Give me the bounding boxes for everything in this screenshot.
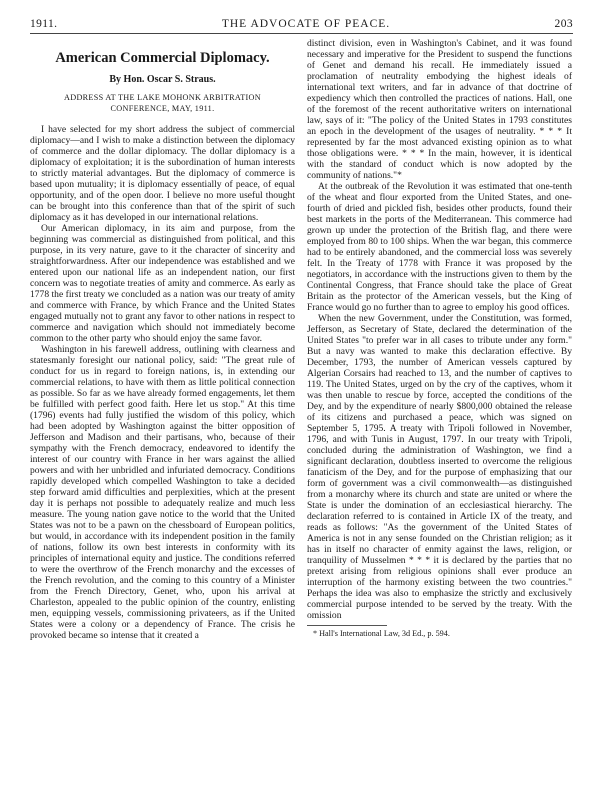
footnote: * Hall's International Law, 3d Ed., p. 594. <box>313 629 450 638</box>
right-column <box>307 38 572 641</box>
header-year: 1911. <box>30 18 58 30</box>
article-title: American Commercial Diplomacy. <box>55 50 270 66</box>
paragraph: distinct division, even in Washington's Cabinet, and it was found necessary and imperative for the President to suspend the functions of Genet and demand his recall. He immediately issued a proclamation of neutrality embodying the highest ideals of international text writers, and far in advance of that doctrine of expediency which then controlled the practices of nations. Hall, one of the foremost of the recent authoritative writers on international law, says of it: "The policy of the United States in 1793 constitutes an epoch in the development of the usages of neutrality. * * * It represented by far the most advanced existing opinion as to what those obligations were. * * * In the main, however, it is identical with the standard of conduct which is now adopted by the community of nations."* <box>307 38 572 181</box>
running-head <box>30 8 573 34</box>
paragraph: When the new Government, under the Constitution, was formed, Jefferson, as Secretary of State, declared the determination of the United States "to prefer war in all cases to tribute under any form." But a navy was wanted to make this declaration effective. By December, 1793, the number of American vessels captured by Algerian Corsairs had reached to 13, and the number of captives to 119. The United States, urged on by the cry of the captives, whom it was then unable to rescue by force, accepted the conditions of the Dey, and by the expenditure of nearly $800,000 obtained the release of its citizens and purchased a peace, which was signed on September 5, 1795. A treaty with Tripoli followed in November, 1796, and with Tunis in August, 1797. In our treaty with Tripoli, concluded during the administration of Washington, we find a significant declaration, doubtless inserted to overcome the religious fanaticism of the Dey, and for the purpose of emphasizing that our form of government was a civil commonwealth—as distinguished from a monarchy where its church and state are united or where the State is under the domination of an ecclesiastical hierarchy. The declaration referred to is contained in Article IX of the treaty, and reads as follows: "As the government of the United States of America is not in any sense founded on the Christian religion; as it has in itself no character of enmity against the laws, religion, or tranquility of Musselmen * * * it is declared by the parties that no pretext arising from religious opinions shall ever produce an interruption of the harmony existing between the two countries." Perhaps the idea was also to emphasize the strictly and exclusively commercial purpose intended to be served by the treaty. With the omission <box>307 313 572 621</box>
paragraph: Washington in his farewell address, outlining with clearness and statesmanly foresight our national policy, said: "The great rule of conduct for us in regard to foreign nations, is, in extending our commercial relations, to have with them as little political connection as possible. So far as we have already formed engagements, let them be fulfilled with perfect good faith. Here let us stop." At this time (1796) events had fully justified the wisdom of this policy, which had been adopted by Washington against the bitter opposition of Jefferson and Madison and their partisans, who, because of their sympathy with the French democracy, endeavored to identify the interest of our country with France in her wars against the allied powers and with her unbridled and infuriated democracy. Conditions rapidly developed which compelled Washington to take a decided step forward amid difficulties and perplexities, which at the present day it is perhaps not possible to adequately realize and much less measure. The young nation gave notice to the world that the United States was not to be a pawn on the chessboard of European politics, but would, in accordance with its independent position in the family of nations, follow its own best interests in conformity with its principles of international equity and justice. The conditions referred to were the overthrow of the French monarchy and the excesses of the French revolution, and the coming to this country of a Minister from the French Directory, Genet, who, upon his arrival at Charleston, appealed to the public opinion of the country, enlisting men, equipping vessels, commissioning privateers, as if the United States were a colony or a dependency of France. The crisis he provoked became so intense that it created a <box>30 344 295 641</box>
paragraph: Our American diplomacy, in its aim and purpose, from the beginning was commercial as distinguished from political, and this purpose, in its very nature, gave to it the character of sincerity and straightforwardness. After our independence was established and we entered upon our national life as an independent nation, our first concern was to negotiate treaties of amity and commerce. As early as 1778 the first treaty we concluded as a nation was our treaty of amity and commerce with France, by which France and the United States engaged mutually not to grant any favor to other nations in respect to commerce and navigation which should not immediately become common to the other party who should enjoy the same favor. <box>30 223 295 344</box>
paragraph: I have selected for my short address the subject of commercial diplomacy—and I wish to make a distinction between the diplomacy of commerce and the dollar diplomacy. The dollar diplomacy is a diplomacy of exploitation; it is the subordination of human interests to strictly material advantages. But the diplomacy of commerce is based upon mutuality; it is diplomacy essentially of peace, of equal opportunity, and of the open door. I believe no more useful thought can be brought into this conference than that of the spirit of such diplomacy as it has developed in our international relations. <box>30 124 295 223</box>
left-column <box>30 38 295 641</box>
page-number: 203 <box>554 18 573 30</box>
text-columns <box>30 38 573 641</box>
footnote-rule <box>307 625 387 626</box>
article-byline: By Hon. Oscar S. Straus. <box>109 74 216 85</box>
journal-page <box>0 8 600 808</box>
journal-title: THE ADVOCATE OF PEACE. <box>221 18 391 30</box>
paragraph: At the outbreak of the Revolution it was estimated that one-tenth of the wheat and flour exported from the United States, and one-fourth of dried and pickled fish, besides other products, found their best markets in the ports of the Mediterranean. This commerce had grown up under the protection of the British flag, and there were employed from 80 to 100 ships. When the war began, this commerce had to be entirely abandoned, and the commercial loss was severely felt. In the Treaty of 1778 with France it was proposed by the negotiators, in accordance with the instructions given to them by the Continental Congress, that France should take the place of Great Britain as the protector of the American vessels, but the King of France would go no further than to agree to employ his good offices. <box>307 181 572 313</box>
article-occasion: ADDRESS AT THE LAKE MOHONK ARBITRATION CONFERENCE, MAY, 1911. <box>64 93 261 113</box>
